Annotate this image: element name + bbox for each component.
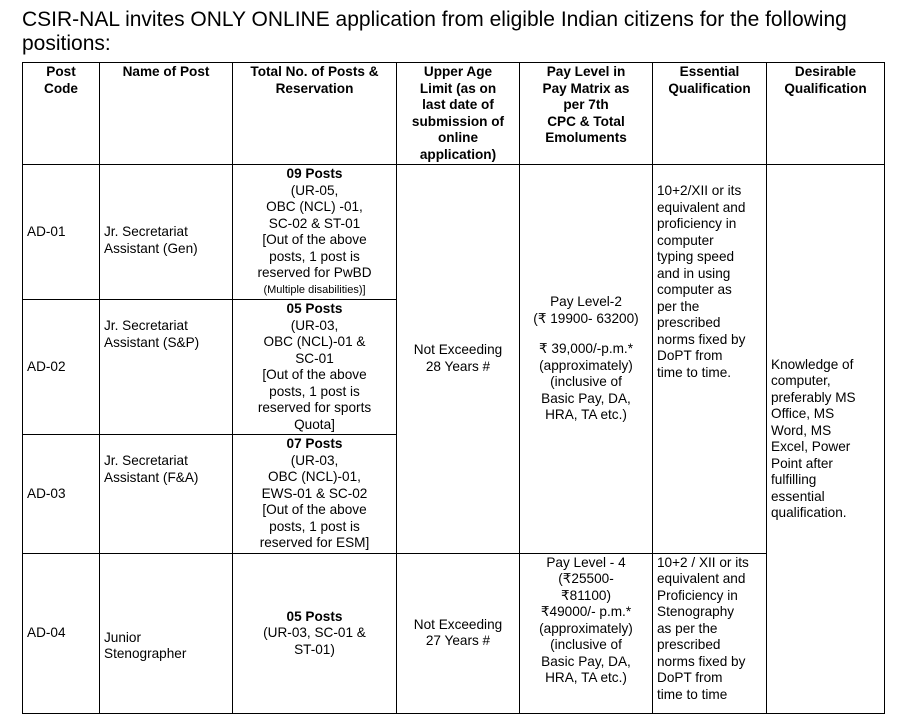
header-essential-qualification: Essential Qualification xyxy=(653,63,767,165)
posts-reservation-cell: 07 Posts (UR-03, OBC (NCL)-01, EWS-01 & SC-02 [Out of the above posts, 1 post is reserved for ESM] xyxy=(233,435,397,554)
header-total-posts: Total No. of Posts & Reservation xyxy=(233,63,397,165)
posts-reservation-cell: 05 Posts (UR-03, SC-01 & ST-01) xyxy=(233,553,397,713)
essential-qualification-cell: 10+2 / XII or its equivalent and Proficiency in Stenography as per the prescribed norms fixed by DoPT from time to time xyxy=(653,553,767,713)
table-row xyxy=(23,165,885,300)
posts-reservation-cell: 09 Posts (UR-05, OBC (NCL) -01, SC-02 & ST-01 [Out of the above posts, 1 post is reserved for PwBD (Multiple disabilities)] xyxy=(233,165,397,300)
post-name-cell: Jr. Secretariat Assistant (Gen) xyxy=(100,165,233,300)
header-desirable-qualification: Desirable Qualification xyxy=(767,63,885,165)
posts-reservation-cell: 05 Posts (UR-03, OBC (NCL)-01 & SC-01 [Out of the above posts, 1 post is reserved for sports Quota] xyxy=(233,300,397,435)
post-name-cell: Junior Stenographer xyxy=(100,553,233,713)
intro-paragraph: CSIR-NAL invites ONLY ONLINE application from eligible Indian citizens for the following positions: xyxy=(22,8,847,55)
header-pay-level: Pay Level in Pay Matrix as per 7th CPC & Total Emoluments xyxy=(520,63,653,165)
table-row xyxy=(23,553,885,713)
post-code-cell: AD-01 xyxy=(23,165,100,300)
post-code-cell: AD-02 xyxy=(23,300,100,435)
post-name-cell: Jr. Secretariat Assistant (S&P) xyxy=(100,300,233,435)
post-code-cell: AD-04 xyxy=(23,553,100,713)
post-name-cell: Jr. Secretariat Assistant (F&A) xyxy=(100,435,233,554)
header-upper-age-limit: Upper Age Limit (as on last date of submission of online application) xyxy=(397,63,520,165)
upper-age-limit-cell: Not Exceeding 27 Years # xyxy=(397,553,520,713)
positions-table xyxy=(22,62,885,714)
header-name-of-post: Name of Post xyxy=(100,63,233,165)
pay-level-cell: Pay Level-2 (₹ 19900- 63200) ₹ 39,000/-p.m.* (approximately) (inclusive of Basic Pay, DA, HRA, TA etc.) xyxy=(520,165,653,554)
pay-level-cell: Pay Level - 4 (₹25500- ₹81100) ₹49000/- p.m.* (approximately) (inclusive of Basic Pay, DA, HRA, TA etc.) xyxy=(520,553,653,713)
essential-qualification-cell: 10+2/XII or its equivalent and proficiency in computer typing speed and in using computer as per the prescribed norms fixed by DoPT from time to time. xyxy=(653,165,767,554)
header-post-code: Post Code xyxy=(23,63,100,165)
post-code-cell: AD-03 xyxy=(23,435,100,554)
upper-age-limit-cell: Not Exceeding 28 Years # xyxy=(397,165,520,554)
desirable-qualification-cell: Knowledge of computer, preferably MS Office, MS Word, MS Excel, Power Point after fulfilling essential qualification. xyxy=(767,165,885,714)
header-row xyxy=(23,63,885,165)
cropped-top-text xyxy=(255,0,405,2)
